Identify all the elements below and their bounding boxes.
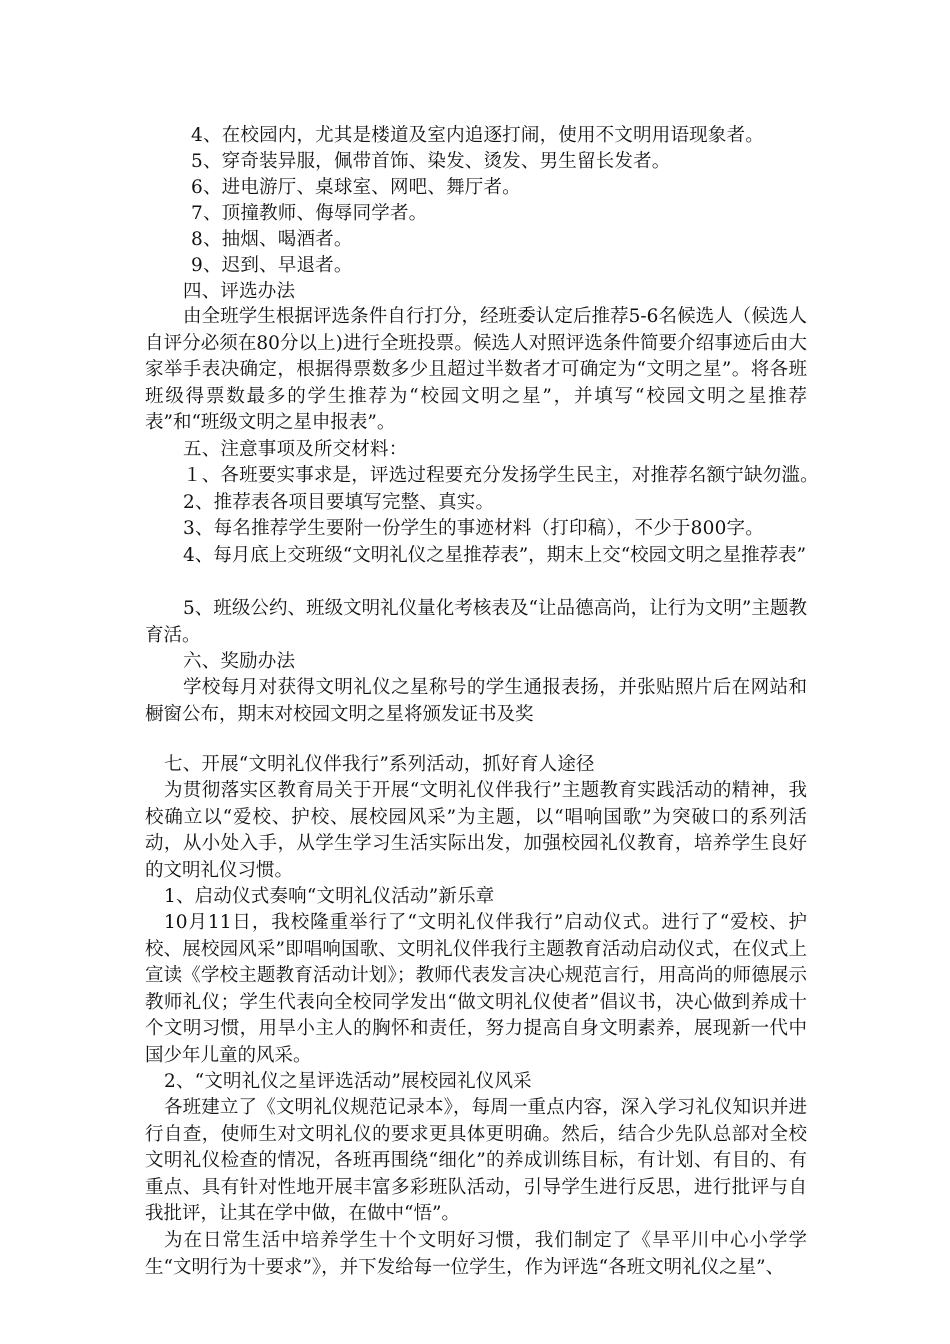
paragraph: 由全班学生根据评选条件自行打分，经班委认定后推荐5-6名候选人（候选人自评分必须在80分以上)进行全班投票。候选人对照评选条件简要介绍事迹后由大家举手表决确定，根据得票数多少且超过半数者才可确定为“文明之星”。将各班班级得票数最多的学生推荐为“校园文明之星”，并填写“校园文明之星推荐表”和“班级文明之星申报表”。 [145,306,807,434]
list-item: 7、顶撞教师、侮辱同学者。 [191,203,428,224]
list-item: 3、每名推荐学生要附一份学生的事迹材料（打印稿），不少于800字。 [183,518,764,539]
subsection-heading: 1、启动仪式奏响“文明礼仪活动”新乐章 [164,886,495,907]
section-heading: 四、评选办法 [183,281,296,302]
list-item: １、各班要实事求是，评选过程要充分发扬学生民主，对推荐名额宁缺勿滥。 [183,465,819,486]
paragraph: 学校每月对获得文明礼仪之星称号的学生通报表扬，并张贴照片后在网站和橱窗公布，期末对校园文明之星将颁发证书及奖 [145,677,807,725]
paragraph: 为在日常生活中培养学生十个文明好习惯，我们制定了《旱平川中心小学学生“文明行为十要求”》，并下发给每一位学生，作为评选“各班文明礼仪之星”、 [145,1230,807,1278]
list-item: 4、每月底上交班级“文明礼仪之星推荐表”，期末上交“校园文明之星推荐表” [183,545,807,566]
section-heading: 六、奖励办法 [183,651,296,672]
section-heading: 七、开展“文明礼仪伴我行”系列活动，抓好育人途径 [164,754,595,775]
list-item: 9、迟到、早退者。 [191,255,353,276]
list-item: 4、在校园内，尤其是楼道及室内追逐打闹，使用不文明用语现象者。 [191,125,764,146]
list-item: 5、穿奇装异服，佩带首饰、染发、烫发、男生留长发者。 [191,151,671,172]
paragraph: 为贯彻落实区教育局关于开展“文明礼仪伴我行”主题教育实践活动的精神，我校确立以“爱校、护校、展校园风采”为主题，以“唱响国歌”为突破口的系列活动，从小处入手，从学生学习生活实际出发，加强校园礼仪教育，培养学生良好的文明礼仪习惯。 [145,780,807,881]
paragraph: 各班建立了《文明礼仪规范记录本》，每周一重点内容，深入学习礼仪知识并进行自查，使师生对文明礼仪的要求更具体更明确。然后，结合少先队总部对全校文明礼仪检查的情况，各班再围绕“细化”的养成训练目标，有计划、有目的、有重点、具有针对性地开展丰富多彩班队活动，引导学生进行反思，进行批评与自我批评，让其在学中做，在做中“悟”。 [145,1097,807,1225]
section-heading: 五、注意事项及所交材料： [183,439,408,460]
list-item: 6、进电游厅、桌球室、网吧、舞厅者。 [191,177,521,198]
list-item: 8、抽烟、喝酒者。 [191,229,353,250]
list-item: 2、推荐表各项目要填写完整、真实。 [183,492,495,513]
list-item: 5、班级公约、班级文明礼仪量化考核表及“让品德高尚，让行为文明”主题教育活。 [145,598,807,646]
subsection-heading: 2、“文明礼仪之星评选活动”展校园礼仪风采 [164,1071,532,1092]
paragraph: 10月11日，我校隆重举行了“文明礼仪伴我行”启动仪式。进行了“爱校、护校、展校园风采”即唱响国歌、文明礼仪伴我行主题教育活动启动仪式，在仪式上宣读《学校主题教育活动计划》；教师代表发言决心规范言行，用高尚的师德展示教师礼仪；学生代表向全校同学发出“做文明礼仪使者”倡议书，决心做到养成十个文明习惯，用旱小主人的胸怀和责任，努力提高自身文明素养，展现新一代中国少年儿童的风采。 [145,912,807,1066]
